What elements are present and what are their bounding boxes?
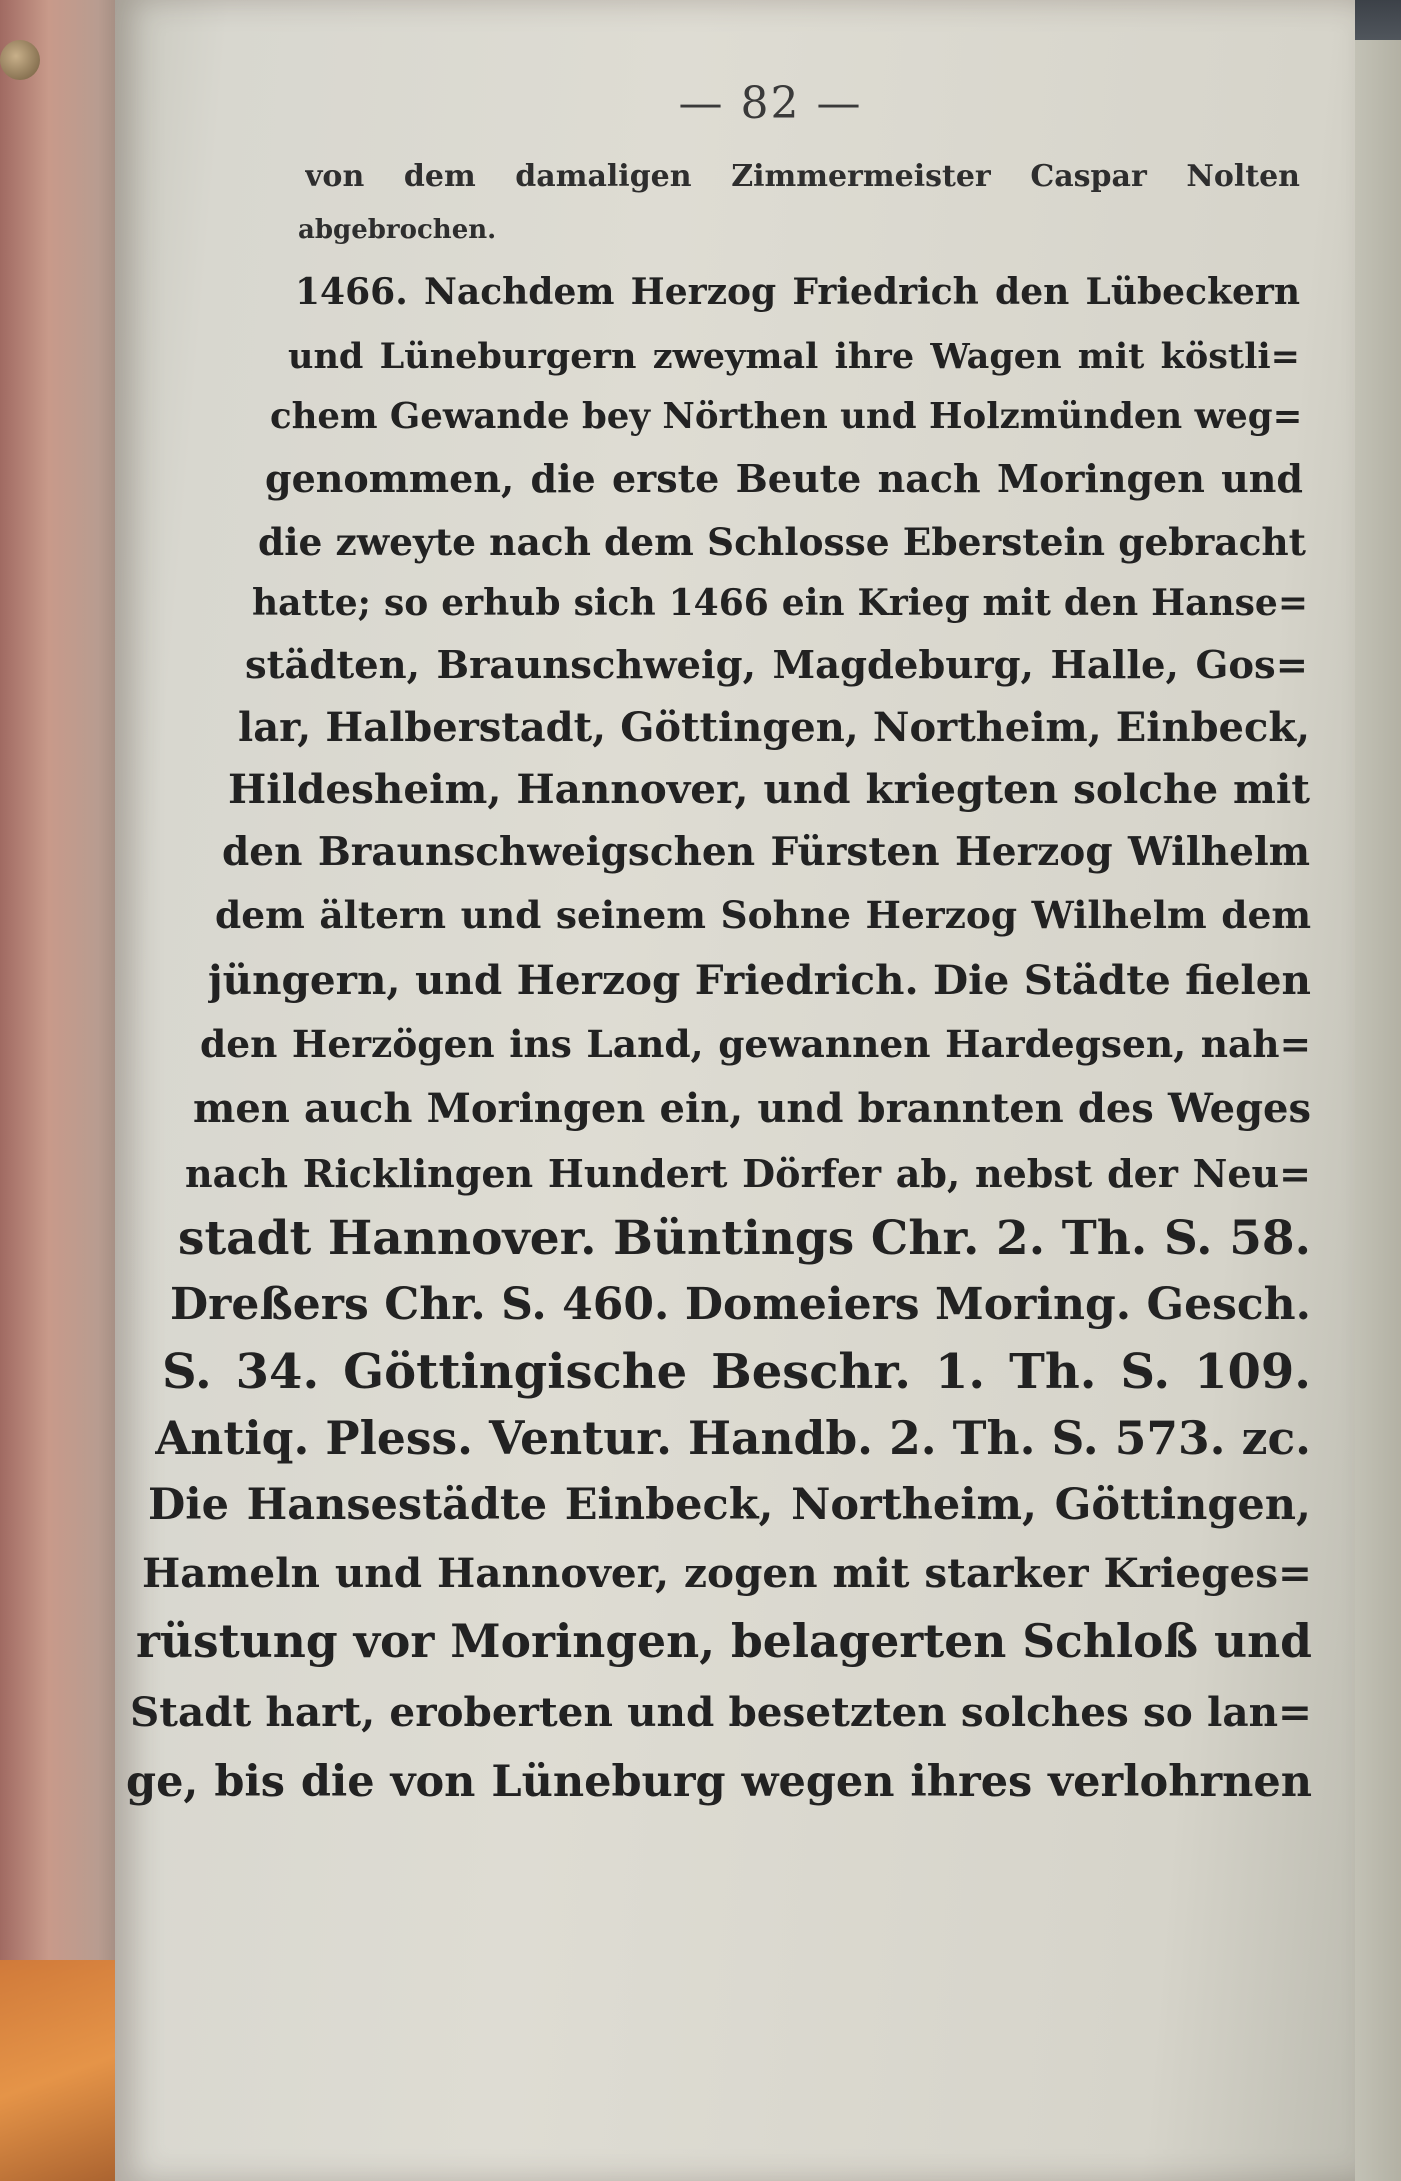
- text-line: chem Gewande bey Nörthen und Holzmünden weg=: [270, 396, 1302, 437]
- text-line: Antiq. Pless. Ventur. Handb. 2. Th. S. 573. zc.: [155, 1411, 1311, 1465]
- text-line: von dem damaligen Zimmermeister Caspar Nolten: [305, 159, 1300, 194]
- text-line: stadt Hannover. Büntings Chr. 2. Th. S. 58.: [178, 1211, 1311, 1266]
- text-line: Stadt hart, eroberten und besetzten solches so lan=: [130, 1688, 1312, 1736]
- text-line: abgebrochen.: [298, 215, 497, 245]
- text-line: lar, Halberstadt, Göttingen, Northeim, Einbeck,: [238, 704, 1310, 751]
- text-line: rüstung vor Moringen, belagerten Schloß und: [136, 1614, 1312, 1668]
- text-line: Hameln und Hannover, zogen mit starker Krieges=: [142, 1549, 1312, 1597]
- text-line: den Herzögen ins Land, gewannen Hardegsen, nah=: [200, 1022, 1311, 1066]
- text-line: S. 34. Göttingische Beschr. 1. Th. S. 109.: [162, 1344, 1311, 1400]
- text-line: die zweyte nach dem Schlosse Eberstein gebracht: [258, 520, 1306, 564]
- text-line: Die Hansestädte Einbeck, Northeim, Göttingen,: [148, 1480, 1311, 1530]
- text-line: städten, Braunschweig, Magdeburg, Halle, Gos=: [245, 643, 1308, 688]
- text-line: dem ältern und seinem Sohne Herzog Wilhelm dem: [215, 893, 1311, 937]
- text-line: den Braunschweigschen Fürsten Herzog Wilhelm: [222, 829, 1310, 875]
- book-clasp-icon: [0, 40, 40, 80]
- text-line: men auch Moringen ein, und brannten des Weges: [193, 1085, 1311, 1132]
- text-line: und Lüneburgern zweymal ihre Wagen mit köstli=: [288, 336, 1300, 377]
- text-line: Hildesheim, Hannover, und kriegten solche mit: [228, 765, 1310, 813]
- text-line: 1466. Nachdem Herzog Friedrich den Lübeckern: [295, 271, 1300, 313]
- text-line: jüngern, und Herzog Friedrich. Die Städte fielen: [208, 956, 1311, 1004]
- text-line: hatte; so erhub sich 1466 ein Krieg mit den Hanse=: [252, 582, 1308, 624]
- page-number: — 82 —: [678, 78, 863, 129]
- text-line: nach Ricklingen Hundert Dörfer ab, nebst der Neu=: [185, 1151, 1311, 1196]
- text-line: ge, bis die von Lüneburg wegen ihres verlohrnen: [126, 1757, 1312, 1807]
- text-line: Dreßers Chr. S. 460. Domeiers Moring. Gesch.: [170, 1279, 1311, 1330]
- text-line: genommen, die erste Beute nach Moringen und: [265, 456, 1303, 501]
